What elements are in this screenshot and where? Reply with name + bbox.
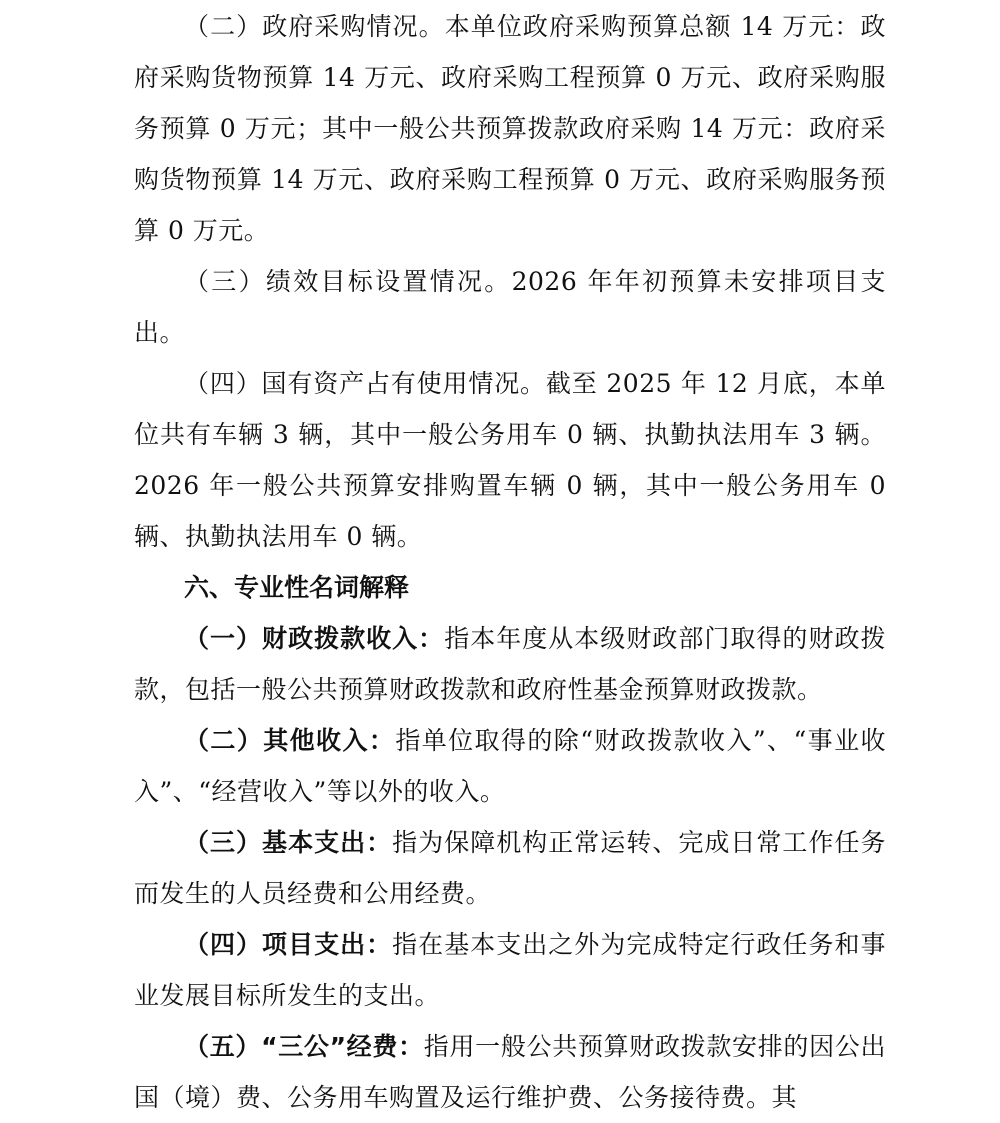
term-paragraph [134,715,886,817]
term-label: （五）“三公”经费： [184,1032,424,1061]
term-paragraph [134,613,886,715]
term-paragraph [134,817,886,919]
assets-lead: （四）国有资产占有使用情况。 [184,369,546,398]
term-paragraph [134,919,886,1021]
document-page [134,0,886,1123]
term-definition: 指为保障机构正常运转、完成日常工作任务而发生的人员经费和公用经费。 [134,828,886,908]
assets-body: 截至 2025 年 12 月底，本单位共有车辆 3 辆，其中一般公务用车 0 辆、执勤执法用车 3 辆。2026 年一般公共预算安排购置车辆 0 辆，其中一般公务用车 0 辆、执勤执法用车 0 辆。 [134,369,886,551]
procurement-paragraph [134,1,886,256]
term-label: （一）财政拨款收入： [184,624,445,653]
section-heading: 六、专业性名词解释 [184,573,410,602]
procurement-body: 本单位政府采购预算总额 14 万元：政府采购货物预算 14 万元、政府采购工程预算 0 万元、政府采购服务预算 0 万元；其中一般公共预算拨款政府采购 14 万元：政府采购货物预算 14 万元、政府采购工程预算 0 万元、政府采购服务预算 0 万元。 [134,12,886,245]
term-label: （四）项目支出： [184,930,393,959]
performance-lead: （三）绩效目标设置情况。 [184,267,512,296]
term-definition: 指本年度从本级财政部门取得的财政拨款，包括一般公共预算财政拨款和政府性基金预算财政拨款。 [134,624,886,704]
performance-paragraph [134,256,886,358]
term-definition: 指单位取得的除“财政拨款收入”、“事业收入”、“经营收入”等以外的收入。 [134,726,886,806]
term-definition: 指在基本支出之外为完成特定行政任务和事业发展目标所发生的支出。 [134,930,886,1010]
term-label: （三）基本支出： [184,828,393,857]
term-label: （二）其他收入： [184,726,396,755]
assets-paragraph [134,358,886,562]
procurement-lead: （二）政府采购情况。 [184,12,445,41]
performance-body: 2026 年年初预算未安排项目支出。 [134,267,886,347]
term-definition: 指用一般公共预算财政拨款安排的因公出国（境）费、公务用车购置及运行维护费、公务接待费。其 [134,1032,886,1112]
term-paragraph [134,1021,886,1123]
